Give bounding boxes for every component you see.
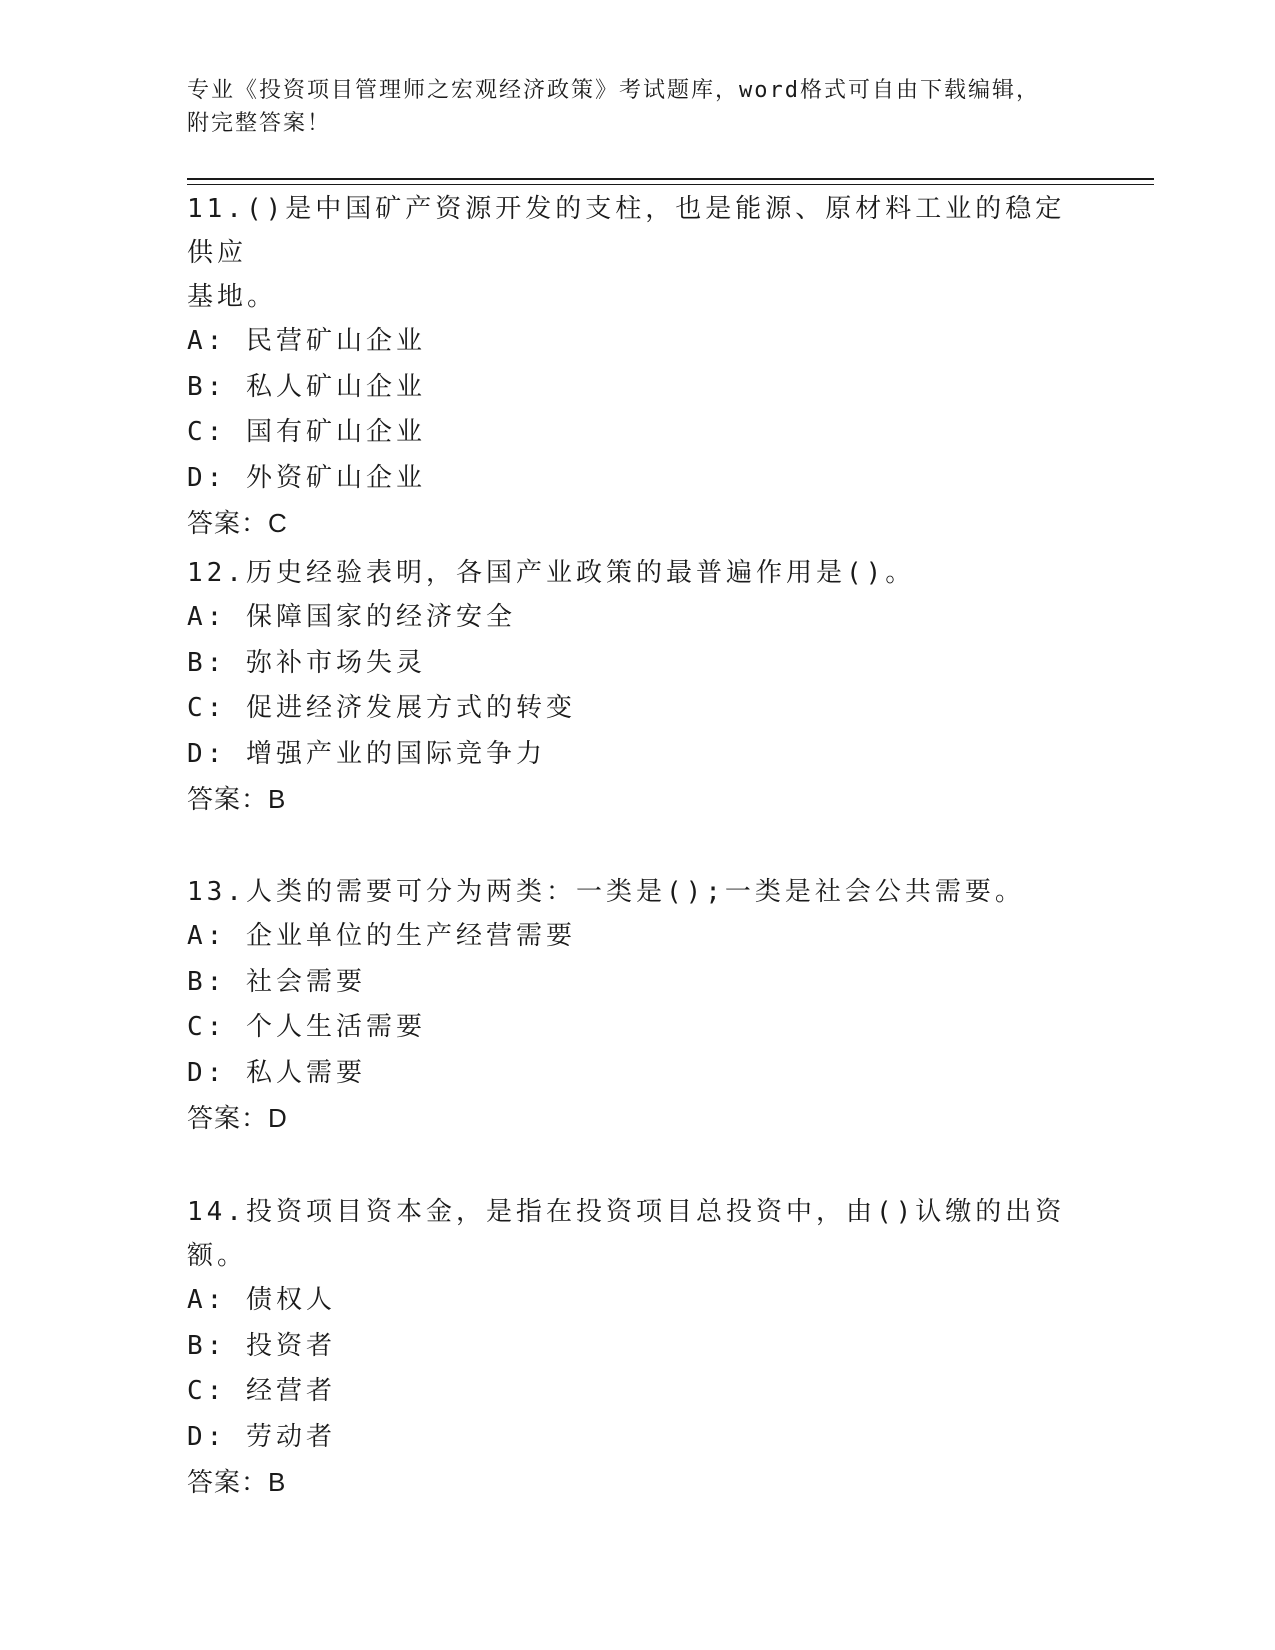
header-divider-thin: [187, 184, 1154, 185]
header-divider-thick: [187, 178, 1154, 180]
option-a: A: 保障国家的经济安全: [187, 602, 516, 632]
question-stem: 12.历史经验表明，各国产业政策的最普遍作用是()。: [187, 558, 916, 588]
option-a: A: 债权人: [187, 1285, 336, 1315]
question-stem: 14.投资项目资本金，是指在投资项目总投资中，由()认缴的出资额。: [187, 1197, 1066, 1271]
option-a: A: 企业单位的生产经营需要: [187, 921, 576, 951]
question-14: [187, 1190, 1087, 1505]
option-d: D: 外资矿山企业: [187, 462, 426, 493]
document-header: [187, 74, 1067, 140]
answer-line: 答案：B: [187, 1467, 287, 1497]
option-b: B: 私人矿山企业: [187, 371, 426, 402]
option-b: B: 弥补市场失灵: [187, 647, 426, 678]
answer-line: 答案：B: [187, 784, 287, 814]
option-d: D: 私人需要: [187, 1057, 366, 1088]
question-stem-continuation: 基地。: [187, 282, 278, 312]
question-11: [187, 187, 1087, 546]
question-13: [187, 870, 1087, 1141]
answer-line: 答案：C: [187, 508, 288, 538]
answer-line: 答案：D: [187, 1103, 288, 1133]
option-b: B: 投资者: [187, 1330, 336, 1361]
question-stem: 13.人类的需要可分为两类：一类是();一类是社会公共需要。: [187, 877, 1025, 907]
option-c: C: 经营者: [187, 1376, 336, 1406]
option-c: C: 国有矿山企业: [187, 417, 426, 447]
option-c: C: 促进经济发展方式的转变: [187, 693, 576, 723]
question-stem: 11.()是中国矿产资源开发的支柱，也是能源、原材料工业的稳定供应: [187, 194, 1066, 268]
option-d: D: 增强产业的国际竞争力: [187, 738, 546, 769]
option-c: C: 个人生活需要: [187, 1012, 426, 1042]
header-line-1: 专业《投资项目管理师之宏观经济政策》考试题库，word格式可自由下载编辑，: [187, 78, 1040, 103]
question-12: [187, 551, 1087, 822]
option-a: A: 民营矿山企业: [187, 326, 426, 356]
option-d: D: 劳动者: [187, 1421, 336, 1452]
option-b: B: 社会需要: [187, 966, 366, 997]
header-line-2: 附完整答案！: [187, 111, 332, 136]
